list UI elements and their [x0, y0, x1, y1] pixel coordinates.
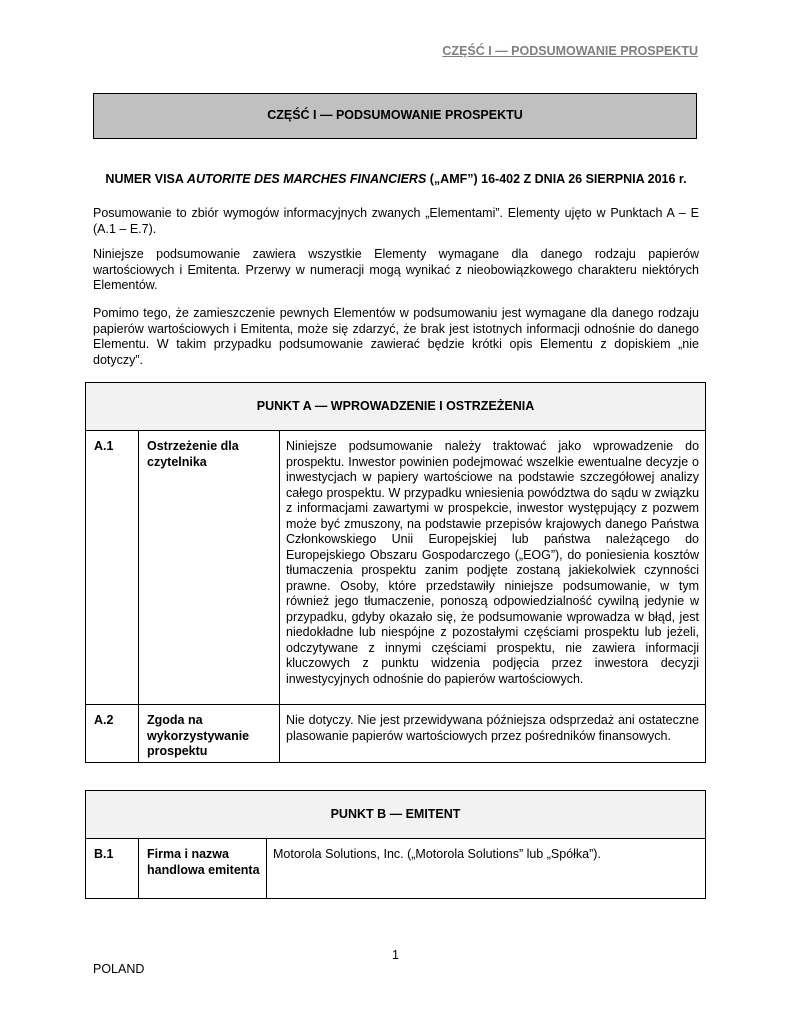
element-text: Niniejsze podsumowanie należy traktować jako wprowadzenie do prospektu. Inwestor powinien podejmować wszelkie ewentualne decyzje o inwestycjach w papiery wartościowe na podstawie szczegółowej analizy całego prospektu. W przypadku wniesienia powództwa do sądu w związku z informacjami zawartymi w prospekcie, inwestor występujący z pozwem może być zmuszony, na podstawie przepisów krajowych danego Państwa Członkowskiego Unii Europejskiej lub państwa należącego do Europejskiego Obszaru Gospodarczego („EOG”), do poniesienia kosztów tłumaczenia prospektu zanim podjęte zostaną jakiekolwiek czynności prawne. Osoby, które przedstawiły niniejsze podsumowanie, w tym również jego tłumaczenie, ponoszą odpowiedzialność cywilną jedynie w przypadku, gdyby okazało się, że podsumowanie wprowadza w błąd, jest niedokładne lub niespójne z pozostałymi częściami prospektu lub jeżeli, odczytywane z innymi częściami prospektu, nie zawiera informacji kluczowych z punktu widzenia podjęcia przez inwestora decyzji inwestycyjnych odnośnie do papierów wartościowych. [280, 431, 706, 705]
element-text: Motorola Solutions, Inc. („Motorola Solutions” lub „Spółka”). [267, 839, 706, 899]
footer-country: POLAND [93, 962, 145, 976]
element-text: Nie dotyczy. Nie jest przewidywana późniejsza odsprzedaż ani ostateczne plasowanie papierów wartościowych przez pośredników finansowych. [280, 705, 706, 763]
table-row [86, 839, 706, 899]
element-name: Ostrzeżenie dla czytelnika [139, 431, 280, 705]
intro-paragraph-3: Pomimo tego, że zamieszczenie pewnych Elementów w podsumowaniu jest wymagane dla danego rodzaju papierów wartościowych i Emitenta, może się zdarzyć, że brak jest istotnych informacji odnośnie do danego Elementu. W takim przypadku podsumowanie zawierać będzie krótki opis Elementu z dopiskiem „nie dotyczy”. [93, 306, 699, 367]
page-number: 1 [392, 948, 399, 962]
intro-paragraph-2: Niniejsze podsumowanie zawiera wszystkie Elementy wymagane dla danego rodzaju papierów wartościowych i Emitenta. Przerwy w numeracji mogą wynikać z nieobowiązkowego charakteru niektórych Elementów. [93, 247, 699, 292]
element-code: B.1 [86, 839, 139, 899]
visa-prefix: NUMER VISA [105, 172, 187, 186]
visa-suffix: („AMF”) 16-402 Z DNIA 26 SIERPNIA 2016 r. [426, 172, 687, 186]
section-b-table [85, 790, 706, 899]
intro-paragraph-1: Posumowanie to zbiór wymogów informacyjnych zwanych „Elementami”. Elementy ujęto w Punktach A – E (A.1 – E.7). [93, 206, 699, 236]
element-name: Firma i nazwa handlowa emitenta [139, 839, 267, 899]
table-row [86, 431, 706, 705]
table-row [86, 705, 706, 763]
visa-authority: AUTORITE DES MARCHES FINANCIERS [186, 172, 427, 186]
element-code: A.1 [86, 431, 139, 705]
running-header: CZĘŚĆ I — PODSUMOWANIE PROSPEKTU [442, 44, 698, 58]
visa-line [93, 172, 699, 188]
title-box-text: CZĘŚĆ I — PODSUMOWANIE PROSPEKTU [267, 108, 523, 123]
section-a-heading: PUNKT A — WPROWADZENIE I OSTRZEŻENIA [86, 383, 706, 431]
element-name: Zgoda na wykorzystywanie prospektu [139, 705, 280, 763]
section-b-heading: PUNKT B — EMITENT [86, 791, 706, 839]
section-a-table [85, 382, 706, 763]
title-box [93, 93, 697, 139]
element-code: A.2 [86, 705, 139, 763]
